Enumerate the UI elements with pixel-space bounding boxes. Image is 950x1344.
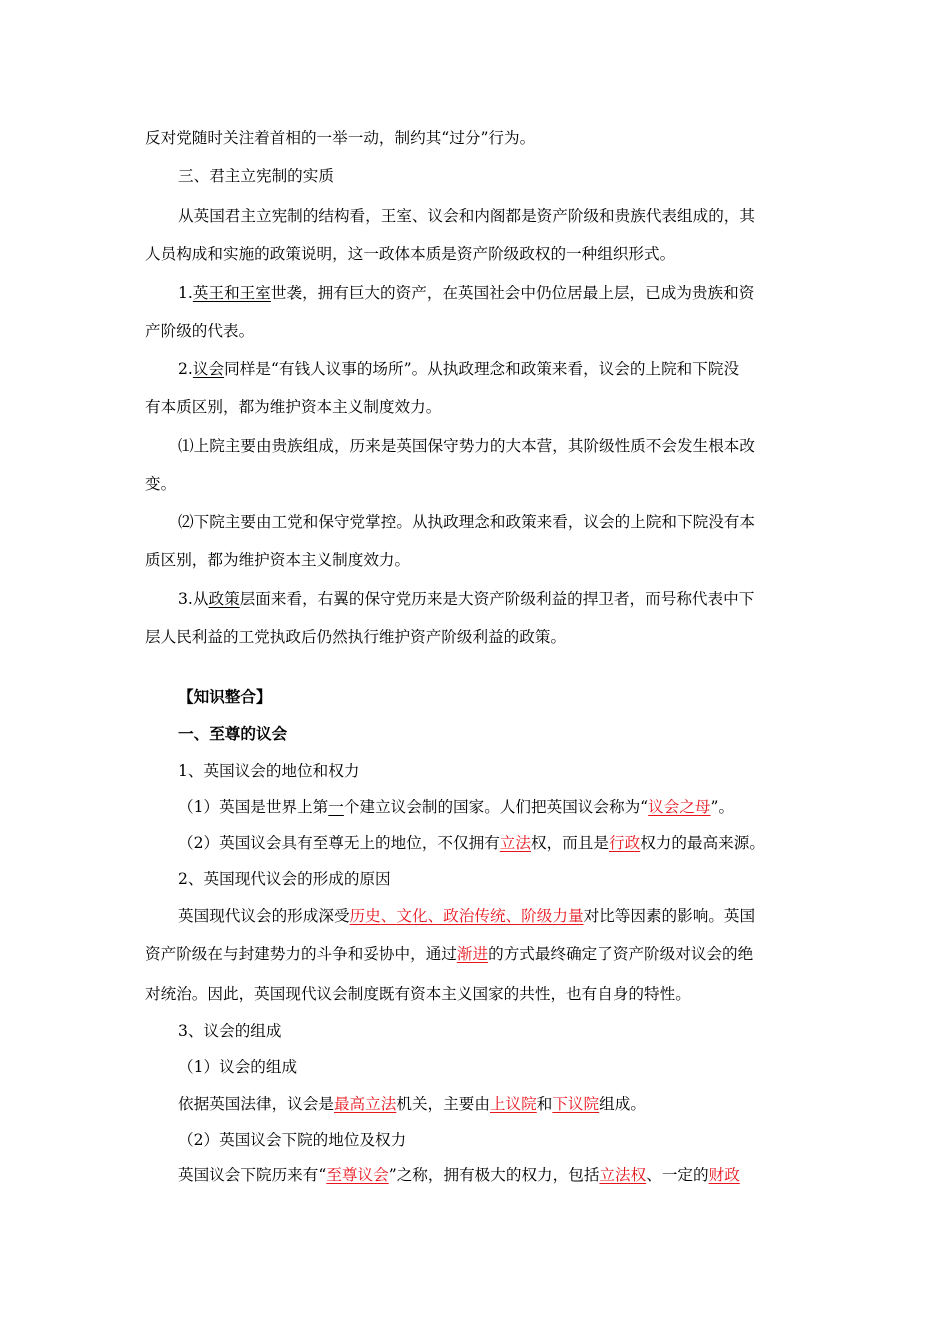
key-term: 行政	[608, 834, 641, 852]
separator: 、	[505, 907, 522, 925]
text-run: 个建立议会制的国家。人们把英国议会称为“	[343, 798, 649, 816]
paragraph-line: 变。	[145, 475, 177, 493]
paragraph-line: 从英国君主立宪制的结构看，王室、议会和内阁都是资产阶级和贵族代表组成的，其	[178, 207, 755, 225]
key-term: 至尊议会	[326, 1166, 389, 1184]
paragraph-line: 产阶级的代表。	[145, 322, 255, 340]
text-run: 权力的最高来源。	[640, 834, 765, 852]
text-run: 机关，主要由	[396, 1095, 490, 1113]
section-heading: 三、君主立宪制的实质	[178, 167, 334, 185]
paragraph-line	[178, 1093, 646, 1115]
paragraph-line	[178, 832, 765, 854]
list-item	[178, 358, 739, 380]
text-run: 组成。	[599, 1095, 646, 1113]
key-term: 政治传统	[443, 907, 506, 925]
text-run: 依据英国法律，议会是	[178, 1095, 334, 1113]
text-run: （2）英国议会具有至尊无上的地位，不仅拥有	[178, 834, 500, 852]
paragraph-line	[145, 943, 753, 965]
underlined-term: 议会	[192, 360, 225, 378]
key-term: 历史	[349, 907, 381, 925]
key-term: 文化	[396, 907, 428, 925]
text-run: 对比等因素的影响。英国	[583, 907, 756, 925]
paragraph-line: 层人民利益的工党执政后仍然执行维护资产阶级利益的政策。	[145, 628, 567, 646]
subheading: 3、议会的组成	[178, 1022, 282, 1040]
item-text: 世袭，拥有巨大的资产，在英国社会中仍位居最上层，已成为贵族和资	[270, 284, 755, 302]
paragraph-line	[178, 796, 734, 818]
separator: 、	[380, 907, 397, 925]
key-term: 渐进	[456, 945, 489, 963]
paragraph-line: 对统治。因此，英国现代议会制度既有资本主义国家的共性，也有自身的特性。	[145, 985, 691, 1003]
text-run: 的方式最终确定了资产阶级对议会的绝	[488, 945, 754, 963]
paragraph-line: 有本质区别，都为维护资本主义制度效力。	[145, 398, 442, 416]
item-text: 同样是“有钱人议事的场所”。从执政理念和政策来看，议会的上院和下院没	[224, 360, 740, 378]
text-run: ”。	[710, 798, 735, 816]
section-heading: 一、至尊的议会	[178, 724, 288, 743]
underlined-term: 英王和王室	[192, 284, 271, 302]
text-run: （1）英国是世界上第	[178, 798, 329, 816]
key-term: 议会之母	[648, 798, 711, 816]
text-run: 资产阶级在与封建势力的斗争和妥协中，通过	[145, 945, 457, 963]
underlined-term: 政策	[208, 590, 240, 608]
text-run: 权，而且是	[531, 834, 609, 852]
key-term: 财政	[708, 1166, 740, 1184]
paragraph-line: 人员构成和实施的政策说明，这一政体本质是资产阶级政权的一种组织形式。	[145, 245, 676, 263]
key-term: 最高立法	[333, 1095, 397, 1113]
text-run: 英国现代议会的形成深受	[178, 907, 350, 925]
paragraph-line: ⑵下院主要由工党和保守党掌控。从执政理念和政策来看，议会的上院和下院没有本	[178, 513, 755, 531]
separator: 、	[427, 907, 444, 925]
text-run: 和	[536, 1095, 553, 1113]
text-run: 英国议会下院历来有“	[178, 1166, 327, 1184]
item-number: 1.	[178, 284, 193, 302]
key-term: 下议院	[552, 1095, 600, 1113]
subheading: （2）英国议会下院的地位及权力	[178, 1131, 407, 1149]
subheading: 2、英国现代议会的形成的原因	[178, 870, 391, 888]
key-term: 立法权	[599, 1166, 647, 1184]
text-run: 、一定的	[646, 1166, 709, 1184]
key-term: 上议院	[489, 1095, 537, 1113]
item-text: 层面来看，右翼的保守党历来是大资产阶级利益的捍卫者，而号称代表中下	[239, 590, 755, 608]
underlined-term: 一	[328, 798, 344, 816]
paragraph-line: 反对党随时关注着首相的一举一动，制约其“过分”行为。	[145, 129, 536, 147]
item-number: 3.从	[178, 590, 209, 608]
paragraph-line	[178, 905, 755, 927]
paragraph-line: 质区别，都为维护资本主义制度效力。	[145, 551, 411, 569]
text-run: ”之称，拥有极大的权力，包括	[388, 1166, 600, 1184]
item-number: 2.	[178, 360, 193, 378]
paragraph-line: ⑴上院主要由贵族组成，历来是英国保守势力的大本营，其阶级性质不会发生根本改	[178, 437, 755, 455]
key-term: 阶级力量	[521, 907, 584, 925]
subheading: 1、英国议会的地位和权力	[178, 762, 360, 780]
subheading: （1）议会的组成	[178, 1058, 298, 1076]
key-term: 立法	[499, 834, 531, 852]
list-item	[178, 588, 754, 610]
list-item	[178, 282, 754, 304]
knowledge-title: 【知识整合】	[178, 687, 272, 706]
paragraph-line	[178, 1164, 740, 1186]
